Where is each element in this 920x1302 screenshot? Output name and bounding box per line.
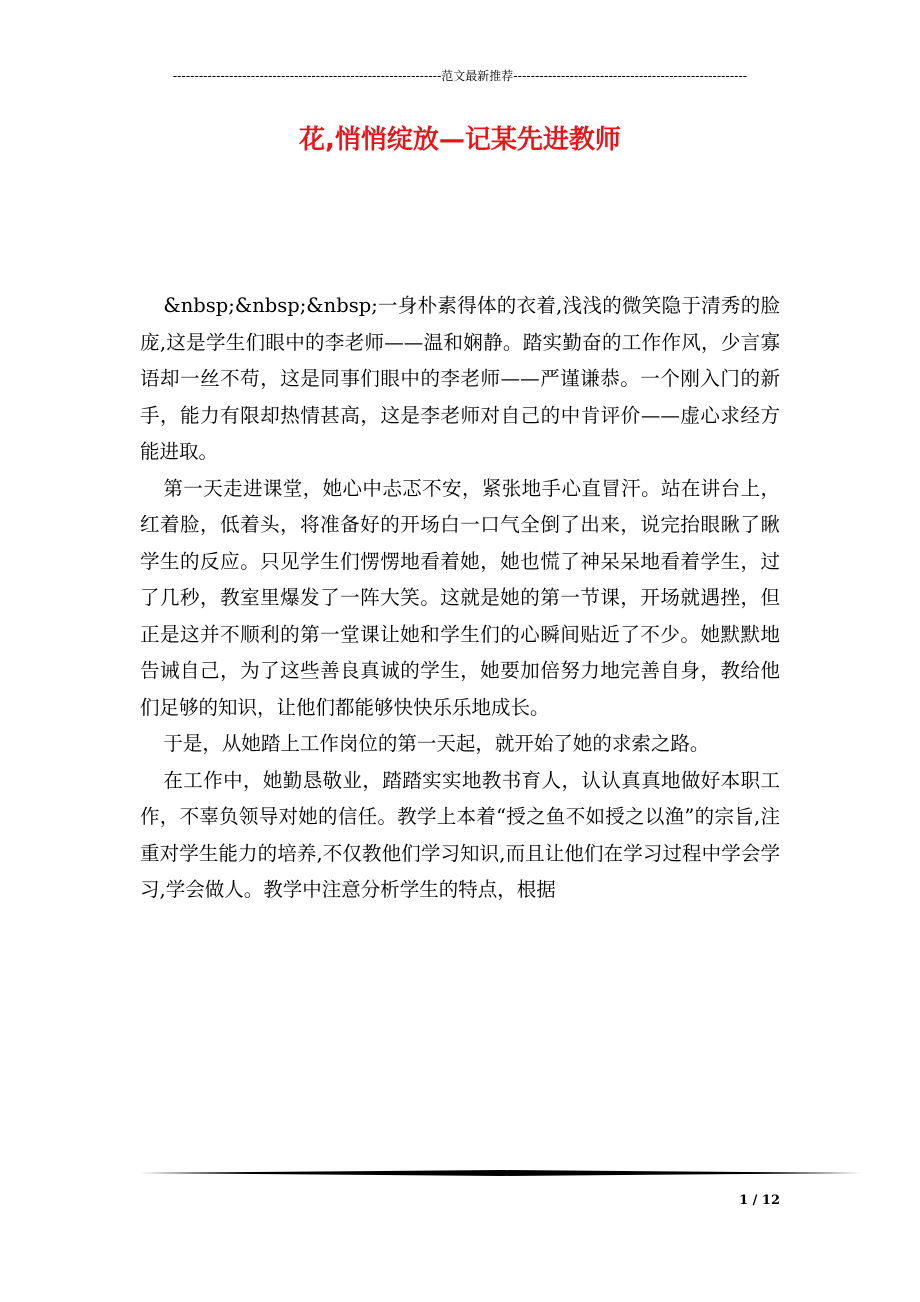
page-header: --------------------------------------------------------------范文最新推荐------------------------------------------------------ xyxy=(172,69,748,83)
document-body xyxy=(140,288,780,909)
paragraph: 于是，从她踏上工作岗位的第一天起，就开始了她的求索之路。 xyxy=(163,732,710,755)
page-number: 1 / 12 xyxy=(739,1193,780,1208)
document-title: 花,悄悄绽放—记某先进教师 xyxy=(299,125,621,155)
paragraph: 第一天走进课堂，她心中忐忑不安，紧张地手心直冒汗。站在讲台上，红着脸，低着头，将准备好的开场白一口气全倒了出来，说完抬眼瞅了瞅学生的反应。只见学生们愣愣地看着她，她也慌了神呆呆地看着学生，过了几秒，教室里爆发了一阵大笑。这就是她的第一节课，开场就遇挫，但正是这并不顺利的第一堂课让她和学生们的心瞬间贴近了不少。她默默地告诫自己，为了这些善良真诚的学生，她要加倍努力地完善自身，教给他们足够的知识，让他们都能够快快乐乐地成长。 xyxy=(140,476,780,719)
paragraph: 在工作中，她勤恳敬业，踏踏实实地教书育人，认认真真地做好本职工作，不辜负领导对她的信任。教学上本着“授之鱼不如授之以渔”的宗旨,注重对学生能力的培养,不仅教他们学习知识,而且让他们在学习过程中学会学习,学会做人。教学中注意分析学生的特点，根据 xyxy=(140,768,780,901)
paragraph: &nbsp;&nbsp;&nbsp;一身朴素得体的衣着,浅浅的微笑隐于清秀的脸庞,这是学生们眼中的李老师——温和娴静。踏实勤奋的工作作风，少言寡语却一丝不苟，这是同事们眼中的李老师——严谨谦恭。一个刚入门的新手，能力有限却热情甚高，这是李老师对自己的中肯评价——虚心求经方能进取。 xyxy=(140,294,780,463)
footer-divider xyxy=(140,1170,862,1176)
